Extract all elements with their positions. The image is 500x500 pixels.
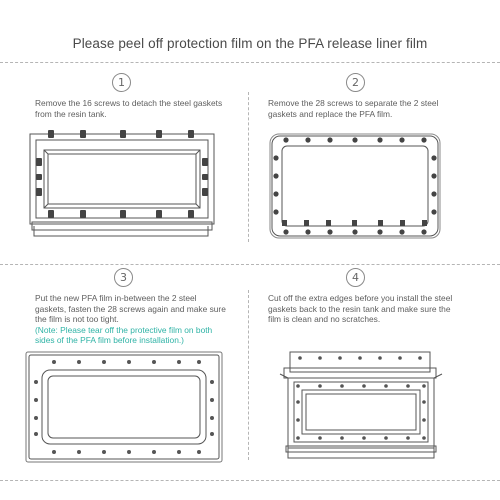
step-3-note: (Note: Please tear off the protective film on both sides of the PFA film before installation.)	[35, 324, 213, 346]
step-2-illustration	[268, 130, 448, 242]
step-1-text: Remove the 16 screws to detach the steel gaskets from the resin tank.	[35, 98, 223, 119]
step-1-number: 1	[112, 73, 131, 92]
step-4-description	[268, 293, 464, 325]
divider-vertical-upper	[248, 92, 249, 242]
step-4-number: 4	[346, 268, 365, 287]
step-3-description	[35, 293, 227, 346]
step-2-description	[268, 98, 464, 119]
step-4-text: Cut off the extra edges before you install the steel gaskets back to the resin tank and make sure the film is clean and no scratches.	[268, 293, 453, 325]
divider-middle	[0, 264, 500, 265]
step-1-description	[35, 98, 225, 119]
divider-vertical-lower	[248, 290, 249, 460]
step-3-text: Put the new PFA film in-between the 2 steel gaskets, fasten the 28 screws again and make sure the film is not too tight.	[35, 293, 226, 325]
divider-top	[0, 62, 500, 63]
divider-bottom	[0, 480, 500, 481]
step-3-illustration	[24, 350, 224, 465]
step-2-number: 2	[346, 73, 365, 92]
step-1-illustration	[28, 128, 218, 243]
page-title: Please peel off protection film on the PFA release liner film	[72, 36, 428, 51]
step-3-number: 3	[114, 268, 133, 287]
step-2-text: Remove the 28 screws to separate the 2 steel gaskets and replace the PFA film.	[268, 98, 439, 119]
step-4-illustration	[280, 350, 450, 465]
